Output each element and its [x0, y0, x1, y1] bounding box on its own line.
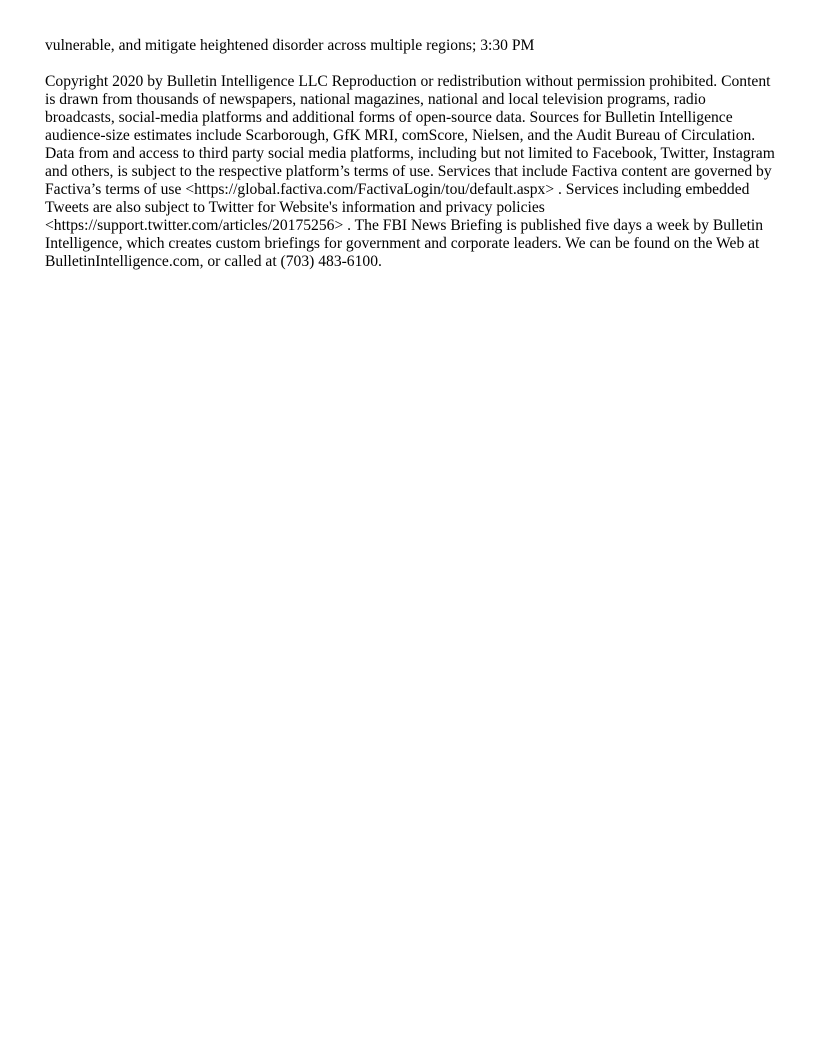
document-page: [45, 37, 775, 271]
copyright-notice: Copyright 2020 by Bulletin Intelligence LLC Reproduction or redistribution without permission prohibited. Content is drawn from thousands of newspapers, national magazines, national and local television programs, radio broadcasts, social-media platforms and additional forms of open-source data. Sources for Bulletin Intelligence audience-size estimates include Scarborough, GfK MRI, comScore, Nielsen, and the Audit Bureau of Circulation. Data from and access to third party social media platforms, including but not limited to Facebook, Twitter, Instagram and others, is subject to the respective platform’s terms of use. Services that include Factiva content are governed by Factiva’s terms of use <https://global.factiva.com/FactivaLogin/tou/default.aspx> . Services including embedded Tweets are also subject to Twitter for Website's information and privacy policies <https://support.twitter.com/articles/20175256> . The FBI News Briefing is published five days a week by Bulletin Intelligence, which creates custom briefings for government and corporate leaders. We can be found on the Web at BulletinIntelligence.com, or called at (703) 483-6100.: [45, 73, 775, 270]
continuation-paragraph: vulnerable, and mitigate heightened disorder across multiple regions; 3:30 PM: [45, 37, 535, 54]
